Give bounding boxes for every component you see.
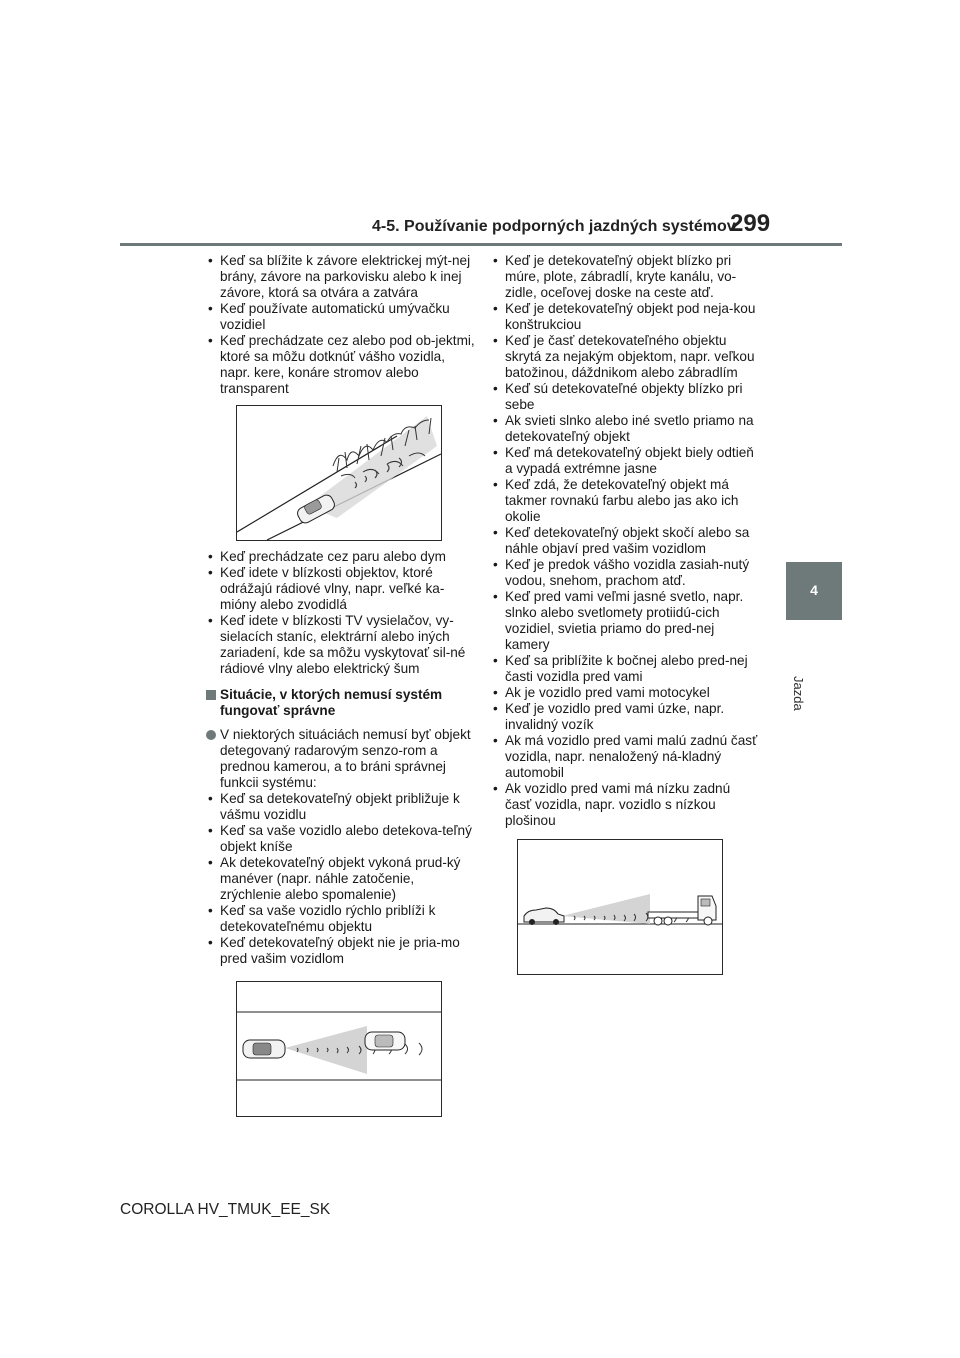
illustration-branches — [236, 405, 442, 541]
branches-illustration-svg — [237, 406, 441, 540]
section-heading — [206, 687, 478, 719]
list-item: • Keď je časť detekovateľného objektu skrytá za nejakým objektom, napr. veľkou batožinou, dáždnikom alebo zábradlím — [491, 333, 759, 381]
section-heading-text: Situácie, v ktorých nemusí systém fungovať správne — [220, 687, 443, 718]
list-item: • Keď je detekovateľný objekt blízko pri múre, plote, zábradlí, kryte kanálu, vo-zidle, oceľovej doske na ceste atď. — [491, 253, 759, 301]
list-item: • Keď sa priblížite k bočnej alebo pred-nej časti vozidla pred vami — [491, 653, 759, 685]
list-item: • Keď sú detekovateľné objekty blízko pri sebe — [491, 381, 759, 413]
list-item: • Ak svieti slnko alebo iné svetlo priamo na detekovateľný objekt — [491, 413, 759, 445]
header-divider — [120, 243, 842, 246]
right-column — [491, 253, 759, 975]
list-item: • Keď prechádzate cez paru alebo dym — [206, 549, 478, 565]
list-item: • Keď je detekovateľný objekt pod neja-kou konštrukciou — [491, 301, 759, 333]
chapter-number: 4 — [810, 582, 818, 598]
chapter-label-container — [790, 634, 838, 711]
chapter-label: Jazda — [791, 676, 806, 711]
list-item: • Keď sa vaše vozidlo alebo detekova-teľný objekt kníše — [206, 823, 478, 855]
list-item: • Keď detekovateľný objekt skočí alebo sa náhle objaví pred vašim vozidlom — [491, 525, 759, 557]
footer-doc-id: COROLLA HV_TMUK_EE_SK — [120, 1201, 331, 1218]
note-paragraph — [206, 727, 478, 791]
list-item: • Keď zdá, že detekovateľný objekt má takmer rovnakú farbu alebo jas ako ich okolie — [491, 477, 759, 525]
square-bullet-icon — [206, 690, 216, 700]
list-item: • Ak vozidlo pred vami má nízku zadnú časť vozidla, napr. vozidlo s nízkou plošinou — [491, 781, 759, 829]
section-title: 4-5. Používanie podporných jazdných systémov — [372, 218, 736, 235]
list-item: • Keď je vozidlo pred vami úzke, napr. invalidný vozík — [491, 701, 759, 733]
list-item: • Ak detekovateľný objekt vykoná prud-ký manéver (napr. náhle zatočenie, zrýchlenie alebo spomalenie) — [206, 855, 478, 903]
circle-bullet-icon — [206, 730, 216, 740]
page-number: 299 — [730, 210, 771, 237]
bullet-list-mid — [206, 549, 478, 677]
list-item: • Keď detekovateľný objekt nie je pria-mo pred vašim vozidlom — [206, 935, 478, 967]
list-item: • Keď pred vami veľmi jasné svetlo, napr. slnko alebo svetlomety protiidú-cich vozidiel, svietia priamo do pred-nej kamery — [491, 589, 759, 653]
illustration-offset-vehicle — [236, 981, 442, 1117]
list-item: • Keď je predok vášho vozidla zasiah-nutý vodou, snehom, prachom atď. — [491, 557, 759, 589]
left-column — [206, 253, 478, 1117]
list-item: • Keď sa blížite k závore elektrickej mýt-nej brány, závore na parkovisku alebo k inej závore, ktorá sa otvára a zatvára — [206, 253, 478, 301]
list-item: • Keď prechádzate cez alebo pod ob-jektmi, ktoré sa môžu dotknúť vášho vozidla, napr. kere, konáre stromov alebo transparent — [206, 333, 478, 397]
list-item: • Keď idete v blízkosti TV vysielačov, vy-sielacích staníc, elektrární alebo iných zariadení, kde sa môžu vyskytovať sil-né rádiové vlny alebo elektrický šum — [206, 613, 478, 677]
offset-vehicle-illustration-svg — [237, 982, 441, 1116]
list-item: • Keď sa vaše vozidlo rýchlo priblíži k detekovateľnému objektu — [206, 903, 478, 935]
note-text: V niektorých situáciách nemusí byť objekt detegovaný radarovým senzo-rom a prednou kamerou, a to bráni správnej funkcii systému: — [220, 727, 471, 790]
list-item: • Ak je vozidlo pred vami motocykel — [491, 685, 759, 701]
bullet-list-right — [491, 253, 759, 829]
illustration-low-truck — [517, 839, 723, 975]
list-item: • Keď má detekovateľný objekt biely odtieň a vypadá extrémne jasne — [491, 445, 759, 477]
list-item: • Ak má vozidlo pred vami malú zadnú časť vozidla, napr. nenaložený ná-kladný automobil — [491, 733, 759, 781]
bullet-list-top — [206, 253, 478, 397]
low-truck-illustration-svg — [518, 840, 722, 974]
bullet-list-bottom — [206, 791, 478, 967]
list-item: • Keď sa detekovateľný objekt približuje k vášmu vozidlu — [206, 791, 478, 823]
list-item: • Keď používate automatickú umývačku vozidiel — [206, 301, 478, 333]
list-item: • Keď idete v blízkosti objektov, ktoré odrážajú rádiové vlny, napr. veľké ka-mióny alebo zvodidlá — [206, 565, 478, 613]
chapter-tab — [786, 562, 842, 620]
